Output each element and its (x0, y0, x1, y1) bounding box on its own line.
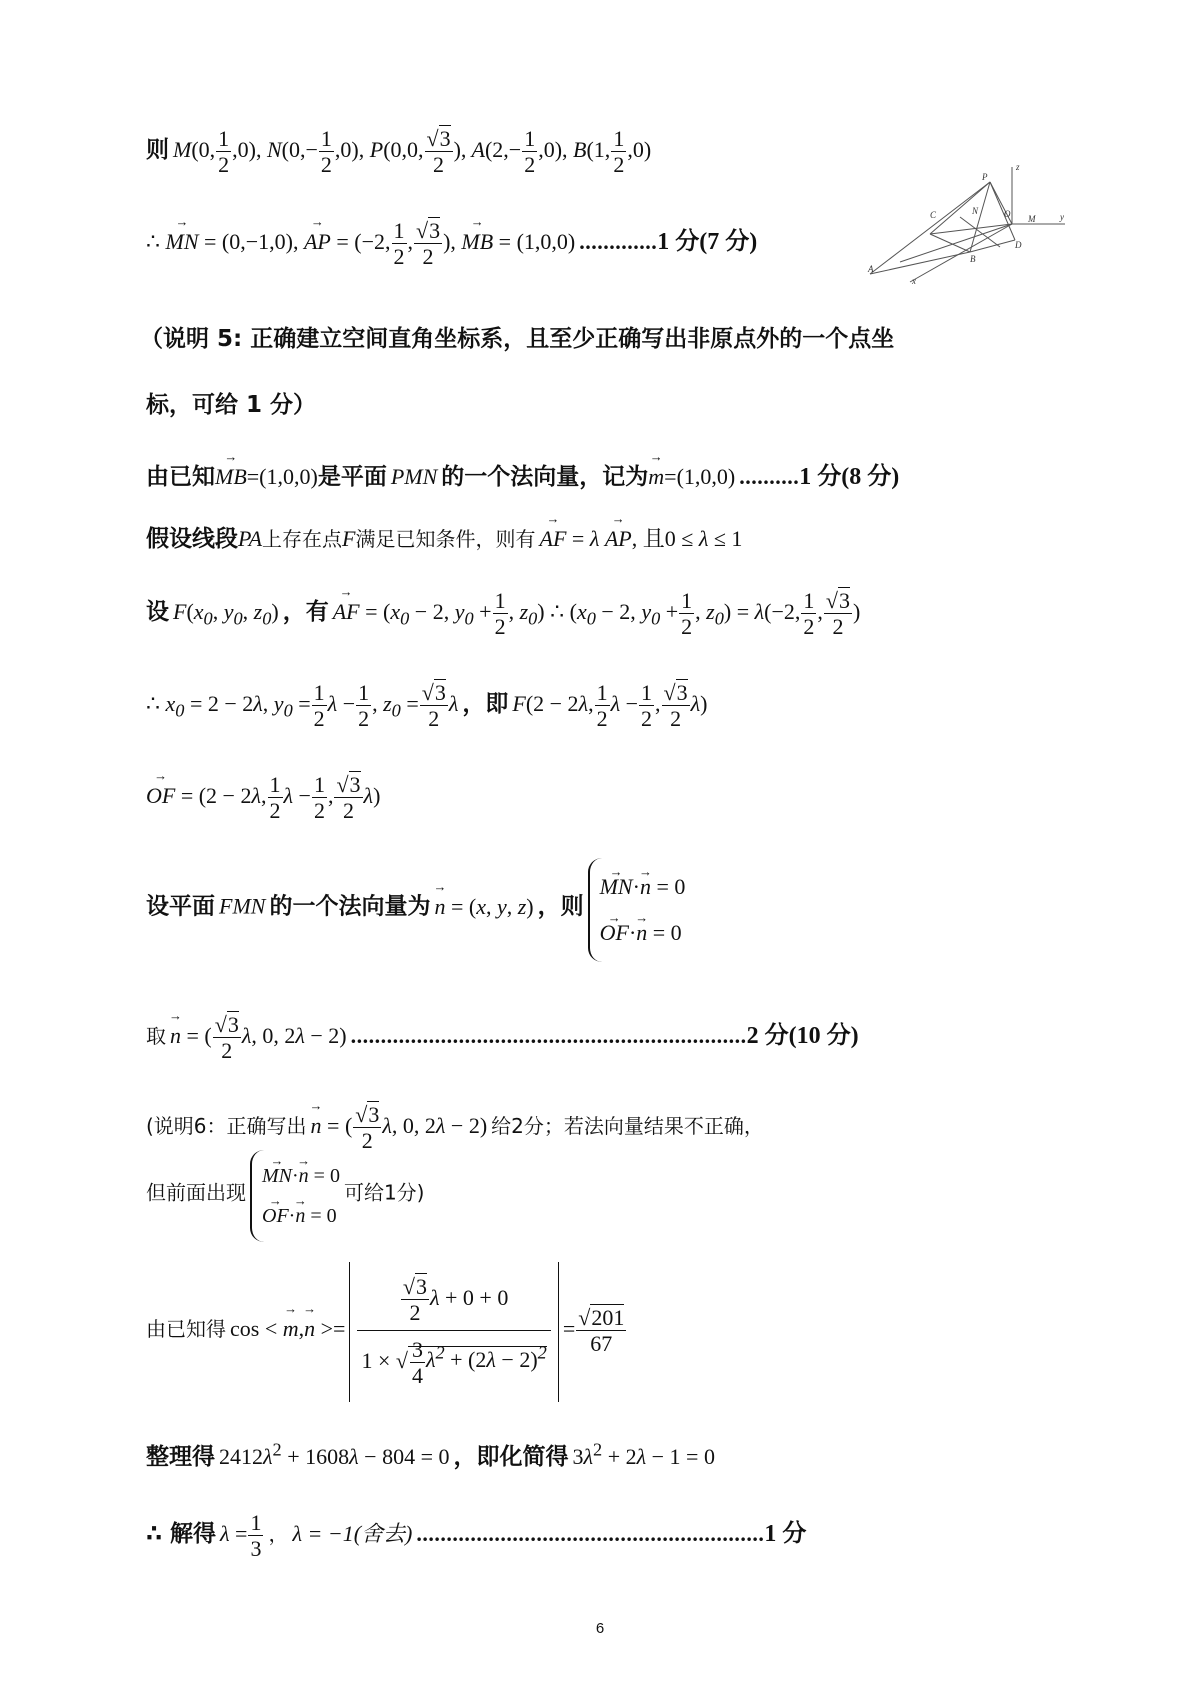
text-ze: 则 (146, 136, 169, 163)
line-set-f: 设 $F(x_0$, $y_0$, $z_0$) ，有 → AF = ($x_0 - 2$, $y_0$ + $\frac{1}{2}$ , $z_0$) ∴ ($x_0 - 2$, $y_0$ + $\frac{1}{2}$ , $z_0) = \lambda(-2$, $\frac{1}{2}$ , $\frac{√3}{2}$ ) (146, 588, 860, 640)
line-take-n: 取 → n = ( $\frac{√3}{2}$ λ, 0, 2λ − 2) ..................................................................2 分(10 分) (146, 1012, 859, 1064)
line-point-coordinates: 则 M(0, $\frac{1}{2}$ ,0), N(0,− $\frac{1}{2}$ ,0), P(0,0, $\frac{√3}{2}$ ), A(2,− $\frac{1}{2}$ ,0), B(1, $\frac{1}{2}$ ,0) (146, 126, 652, 178)
score-10: 2 分(10 分) (746, 1022, 859, 1049)
fig-label-o: O (1004, 209, 1011, 219)
fig-label-m: M (1028, 214, 1036, 224)
fig-label-d: D (1015, 240, 1022, 250)
formula-vectors (579, 218, 602, 219)
line-normal-m: 由已知→ MB=(1,0,0)是平面 PMN 的一个法向量，记为→ m=(1,0,0) ..........1 分(8 分) (146, 456, 899, 491)
fig-label-c: C (930, 210, 937, 220)
line-solve-xyz: ∴ $x_0 = 2 - 2\lambda$, $y_0$ = $\frac{1}{2}$ λ − $\frac{1}{2}$ , $z_0$ = $\frac{√3}{2}$ λ ，即 F(2 − 2λ, $\frac{1}{2}$ λ − $\frac{1}{2}$ , $\frac{√3}{2}$ λ) (146, 680, 708, 732)
fig-label-p: P (982, 172, 988, 182)
score-final: 1 分 (764, 1520, 807, 1547)
equation-system: → MN·→ n = 0 → OF·→ n = 0 (588, 858, 686, 962)
line-cosine: 由已知得 cos < → m,→ n >= $\frac{√3}{2}$ λ + 0 + 0 1 × √ $\frac{3}{4}$ $\lambda^2 + (2\lambda - 2)^2$ = $\frac{√201}{67}$ (146, 1262, 627, 1402)
note-6-line-2: 但前面出现 → MN·→ n = 0 → OF·→ n = 0 可给1分) (146, 1150, 424, 1242)
line-solution: ∴ 解得 λ = $\frac{1}{3}$ ， λ = −1(舍去) ..........................................................1 分 (146, 1510, 807, 1562)
note-5-line-1: （说明 5: 正确建立空间直角坐标系，且至少正确写出非原点外的一个点坐 (140, 326, 895, 352)
score-8: 1 分(8 分) (799, 464, 900, 490)
note-6-line-1: (说明6：正确写出 → n = ( $\frac{√3}{2}$ λ, 0, 2λ − 2) 给2分；若法向量结果不正确， (146, 1102, 764, 1154)
absolute-value: $\frac{√3}{2}$ λ + 0 + 0 1 × √ $\frac{3}{4}$ $\lambda^2 + (2\lambda - 2)^2$ (349, 1262, 558, 1402)
score-7: 1 分(7 分) (657, 228, 758, 255)
note-5-line-2: 标，可给 1 分） (146, 392, 317, 418)
line-simplify: 整理得 $2412\lambda^2 + 1608\lambda - 804 = 0$ ，即化简得 $3\lambda^2 + 2\lambda - 1 = 0$ (146, 1439, 715, 1470)
fig-label-n: N (972, 206, 979, 216)
fig-label-a: A (868, 264, 874, 274)
line-of-vector: → OF = (2 − 2λ, $\frac{1}{2}$ λ − $\frac{1}{2}$ , $\frac{√3}{2}$ λ) (146, 772, 380, 824)
fig-label-z: z (1016, 162, 1020, 172)
dots-leader: ............. (579, 228, 658, 254)
line-assume-f: 假设线段PA上存在点F满足已知条件，则有 → AF = λ → AP, 且0 ≤ λ ≤ 1 (146, 520, 742, 553)
page-number: 6 (595, 1620, 605, 1637)
fig-label-y: y (1060, 212, 1064, 222)
formula-points (173, 126, 200, 127)
line-plane-fmn: 设平面 FMN 的一个法向量为 → n = (x, y, z) ，则 → MN·→ n = 0 → OF·→ n = 0 (146, 858, 685, 962)
fig-label-b: B (970, 254, 976, 264)
fig-label-x: x (912, 276, 916, 286)
pyramid-figure (870, 162, 1070, 287)
line-vectors: ∴ → MN = (0,−1,0), → AP = (−2, $\frac{1}{2}$ , $\frac{√3}{2}$ ), → MB = (1,0,0) .............1 分(7 分) (146, 218, 757, 270)
